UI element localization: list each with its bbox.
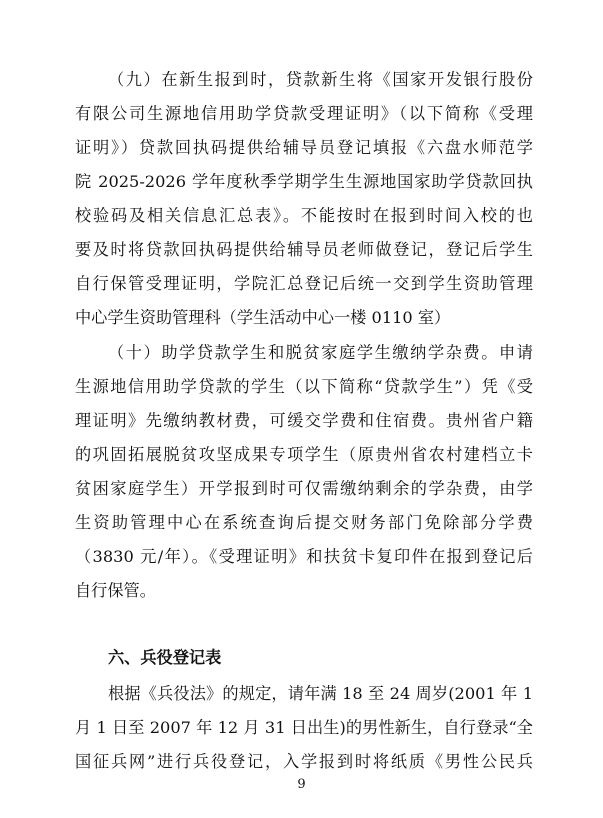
text-line: 生资助管理中心在系统查询后提交财务部门免除部分学费 [75,513,533,532]
text-line: 的巩固拓展脱贫攻坚成果专项学生（原贵州省农村建档立卡 [75,445,533,464]
text-line: 院 2025-2026 学年度秋季学期学生生源地国家助学贷款回执 [75,172,533,191]
text-line: 贫困家庭学生）开学报到时可仅需缴纳剩余的学杂费，由学 [75,479,533,498]
text-line: 校验码及相关信息汇总表》。不能按时在报到时间入校的也 [75,206,533,225]
text-line: 有限公司生源地信用助学贷款受理证明》（以下简称《受理 [75,104,533,123]
page-number: 9 [297,777,306,792]
text-line: 理证明》先缴纳教材费，可缓交学费和住宿费。贵州省户籍 [75,411,533,430]
text-line: 月 1 日至 2007 年 12 月 31 日出生)的男性新生，自行登录“全 [75,718,533,737]
text-line: 国征兵网”进行兵役登记，入学报到时将纸质《男性公民兵 [75,752,533,771]
text-line: 自行保管受理证明，学院汇总登记后统一交到学生资助管理 [75,274,533,293]
text-line: （3830 元/年）。《受理证明》和扶贫卡复印件在报到登记后 [75,547,533,566]
text-line: 证明》）贷款回执码提供给辅导员登记填报《六盘水师范学 [75,138,533,157]
text-line: 中心学生资助管理科（学生活动中心一楼 0110 室） [75,308,451,327]
section-heading: 六、兵役登记表 [108,648,222,667]
text-line: 要及时将贷款回执码提供给辅导员老师做登记，登记后学生 [75,240,533,259]
text-line: （十）助学贷款学生和脱贫家庭学生缴纳学杂费。申请 [108,343,533,362]
text-line: 根据《兵役法》的规定，请年满 18 至 24 周岁(2001 年 1 [108,684,533,703]
text-line: 自行保管。 [75,581,156,600]
text-line: 生源地信用助学贷款的学生（以下简称“贷款学生”）凭《受 [75,377,533,396]
text-line: （九）在新生报到时，贷款新生将《国家开发银行股份 [108,70,533,89]
